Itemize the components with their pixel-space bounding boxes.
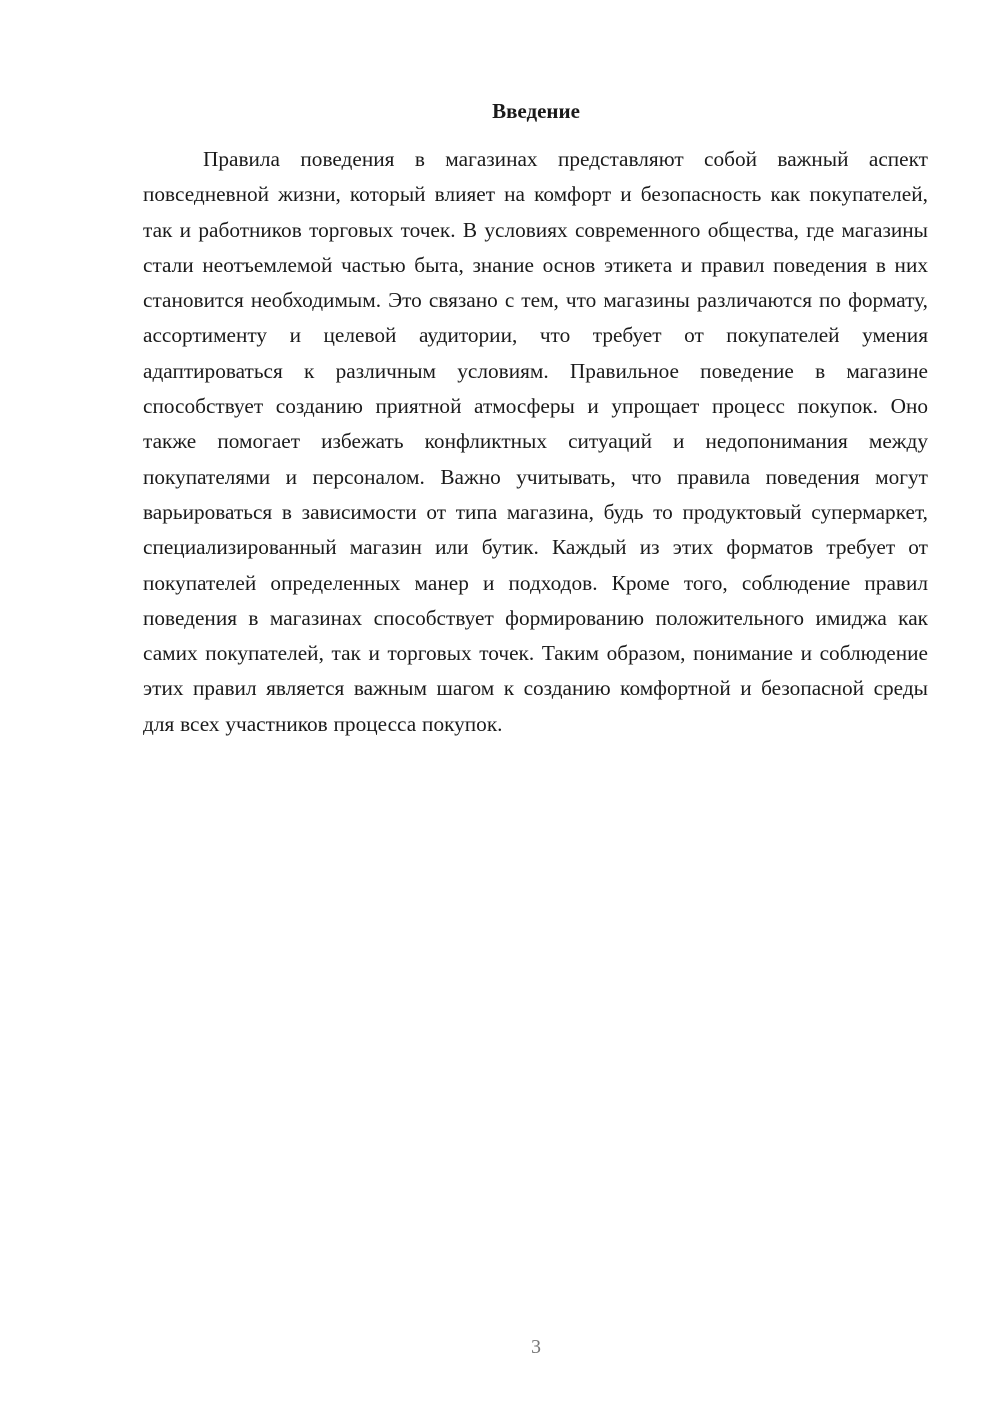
section-heading: Введение [492,99,580,123]
body-paragraph: Правила поведения в магазинах представляют собой важный аспект повседневной жизни, который влияет на комфорт и безопасность как покупателей, так и работников торговых точек. В условиях современного общества, где магазины стали неотъемлемой частью быта, знание основ этикета и правил поведения в них становится необходимым. Это связано с тем, что магазины различаются по формату, ассортименту и целевой аудитории, что требует от покупателей умения адаптироваться к различным условиям. Правильное поведение в магазине способствует созданию приятной атмосферы и упрощает процесс покупок. Оно также помогает избежать конфликтных ситуаций и недопонимания между покупателями и персоналом. Важно учитывать, что правила поведения могут варьироваться в зависимости от типа магазина, будь то продуктовый супермаркет, специализированный магазин или бутик. Каждый из этих форматов требует от покупателей определенных манер и подходов. Кроме того, соблюдение правил поведения в магазинах способствует формированию положительного имиджа как самих покупателей, так и торговых точек. Таким образом, понимание и соблюдение этих правил является важным шагом к созданию комфортной и безопасной среды для всех участников процесса покупок. [143,147,928,736]
page-number: 3 [531,1336,541,1358]
